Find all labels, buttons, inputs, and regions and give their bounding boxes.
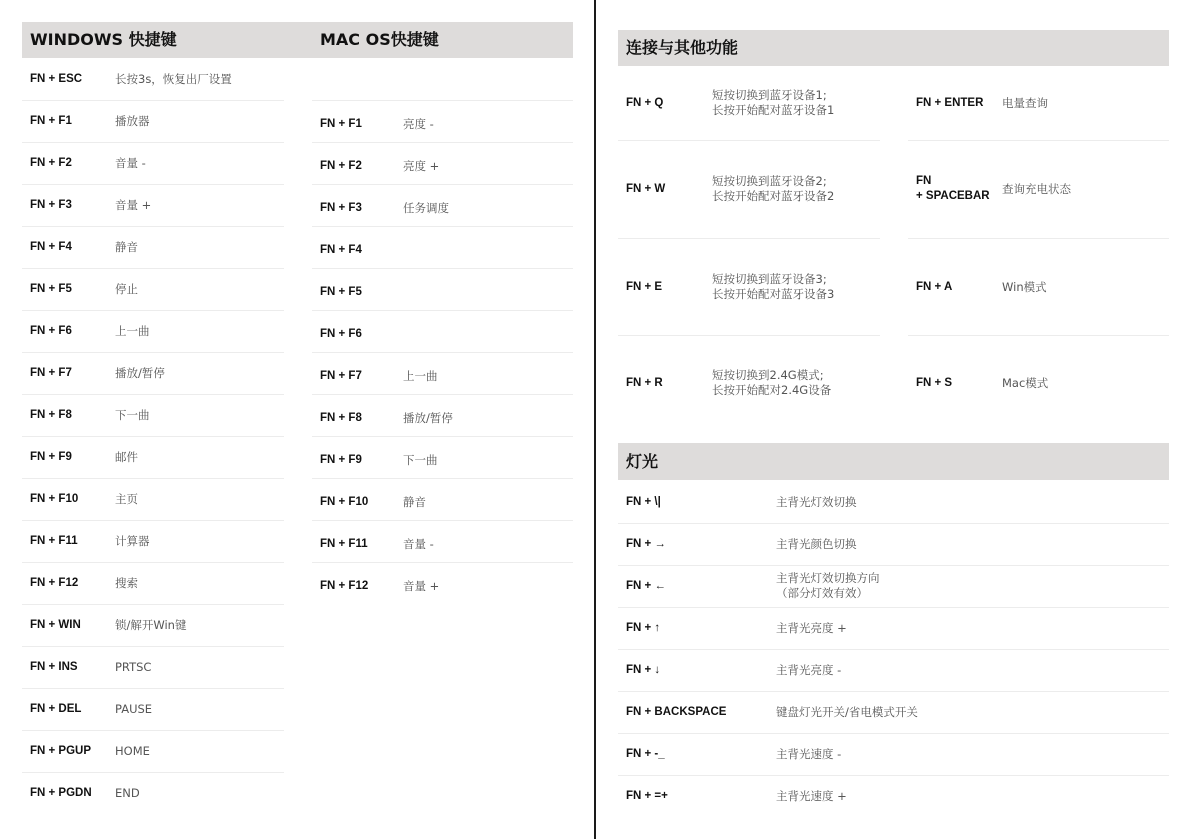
table-row (618, 239, 880, 336)
shortcut-desc: 主背光灯效切换 (776, 495, 857, 509)
table-row (22, 689, 284, 731)
table-row (312, 563, 573, 605)
shortcut-key: FN (916, 175, 932, 187)
shortcut-key: FN + F6 (30, 325, 72, 337)
shortcut-desc: 锁/解开Win键 (115, 618, 187, 632)
table-row (618, 650, 1169, 692)
shortcut-key: FN + ↑ (626, 622, 661, 634)
shortcut-desc: 亮度 - (403, 117, 434, 131)
shortcut-key: FN + F8 (30, 409, 72, 421)
shortcut-key: FN + F11 (30, 535, 78, 547)
shortcut-key: FN + F1 (30, 115, 72, 127)
shortcut-desc: 主背光亮度 - (776, 663, 842, 677)
shortcut-key: FN + E (626, 280, 663, 293)
shortcut-key: FN + ESC (30, 73, 83, 85)
shortcut-key: FN + F4 (320, 244, 362, 256)
mac-title: MAC OS快捷键 (320, 30, 439, 49)
shortcut-key: FN + F5 (320, 286, 362, 298)
table-row (908, 67, 1169, 141)
shortcut-key: FN + F6 (320, 328, 362, 340)
table-row (22, 395, 284, 437)
shortcut-key: FN + DEL (30, 703, 82, 715)
table-row (22, 227, 284, 269)
shortcut-desc: 音量 + (115, 198, 152, 212)
shortcut-key: FN + F3 (320, 202, 362, 214)
light-header (618, 443, 1169, 480)
page-divider (594, 0, 596, 839)
table-row (22, 437, 284, 479)
table-row (618, 608, 1169, 650)
table-row (22, 185, 284, 227)
shortcut-desc: （部分灯效有效） (776, 586, 868, 600)
shortcut-key: FN + F5 (30, 283, 72, 295)
table-row (22, 59, 284, 101)
shortcut-key: FN + R (626, 377, 663, 389)
shortcut-key: FN + ENTER (916, 97, 984, 109)
shortcut-desc: 长按开始配对蓝牙设备3 (712, 286, 835, 301)
windows-mac-header (22, 22, 573, 58)
shortcut-key: FN + F4 (30, 241, 72, 253)
shortcut-key: FN + -_ (626, 748, 665, 760)
shortcut-desc: 长按3s，恢复出厂设置 (115, 72, 232, 86)
shortcut-key: FN + BACKSPACE (626, 706, 727, 718)
table-row (22, 647, 284, 689)
shortcut-desc: 邮件 (115, 450, 138, 464)
table-row (22, 521, 284, 563)
shortcut-desc: 音量 + (403, 579, 440, 593)
shortcut-desc: 主背光速度 - (776, 747, 842, 761)
shortcut-key: FN + F2 (320, 160, 362, 172)
table-row (908, 336, 1169, 432)
table-row (312, 311, 573, 353)
shortcut-key: FN + \| (626, 496, 661, 508)
table-row (312, 143, 573, 185)
shortcut-key: FN + Q (626, 97, 664, 109)
table-row (312, 185, 573, 227)
shortcut-key: FN + A (916, 280, 953, 293)
shortcut-desc: 亮度 + (403, 159, 440, 173)
shortcut-desc: 音量 - (403, 537, 434, 551)
shortcut-desc: PAUSE (115, 702, 153, 716)
table-row (312, 437, 573, 479)
shortcut-desc: 主背光速度 + (776, 789, 847, 803)
table-row (312, 521, 573, 563)
shortcut-desc: 短按切换到2.4G模式; (712, 368, 824, 382)
table-row (618, 776, 1169, 818)
shortcut-desc: 主背光灯效切换方向 (776, 571, 880, 585)
table-row (22, 353, 284, 395)
shortcut-desc: 主背光亮度 + (776, 621, 847, 635)
table-row (908, 141, 1169, 239)
shortcut-desc: 键盘灯光开关/省电模式开关 (776, 705, 918, 719)
shortcut-desc: PRTSC (115, 660, 152, 674)
shortcut-key: FN + F8 (320, 412, 362, 424)
row-divider (312, 59, 573, 101)
table-row (312, 101, 573, 143)
shortcut-desc: 长按开始配对2.4G设备 (712, 383, 832, 397)
table-row (618, 734, 1169, 776)
table-row (22, 479, 284, 521)
shortcut-key: FN + F12 (30, 577, 79, 589)
connect-title: 连接与其他功能 (626, 38, 739, 57)
table-row (618, 336, 880, 432)
shortcut-key: FN + F9 (320, 454, 362, 466)
table-row (618, 482, 1169, 524)
shortcut-key: FN + → (626, 538, 666, 550)
shortcut-desc: 短按切换到蓝牙设备1; (712, 88, 827, 102)
table-row (618, 566, 1169, 608)
windows-title: WINDOWS 快捷键 (30, 30, 177, 49)
shortcut-desc: 上一曲 (403, 369, 438, 383)
shortcut-desc: 查询充电状态 (1002, 182, 1071, 196)
shortcut-desc: 下一曲 (115, 408, 150, 422)
table-row (618, 524, 1169, 566)
table-row (618, 141, 880, 239)
shortcut-desc: 停止 (115, 282, 138, 296)
shortcut-desc: 长按开始配对蓝牙设备2 (712, 189, 835, 203)
shortcut-key: FN + ↓ (626, 664, 661, 676)
table-row (22, 773, 284, 815)
shortcut-key: + SPACEBAR (916, 190, 990, 202)
table-row (312, 227, 573, 269)
shortcut-key: FN + INS (30, 661, 78, 673)
shortcut-desc: 上一曲 (115, 324, 150, 338)
table-row (618, 692, 1169, 734)
table-row (312, 269, 573, 311)
shortcut-key: FN + F12 (320, 580, 369, 592)
table-row (618, 67, 880, 141)
table-row (908, 239, 1169, 336)
shortcut-key: FN + PGDN (30, 787, 92, 799)
table-row (22, 101, 284, 143)
table-row (22, 563, 284, 605)
table-row (312, 353, 573, 395)
shortcut-desc: 短按切换到蓝牙设备2; (712, 174, 827, 188)
shortcut-desc: 短按切换到蓝牙设备3; (712, 271, 827, 286)
light-title: 灯光 (626, 452, 659, 471)
shortcut-key: FN + F2 (30, 157, 72, 169)
shortcut-key: FN + F11 (320, 538, 368, 550)
shortcut-key: FN + =+ (626, 790, 668, 802)
shortcut-key: FN + F1 (320, 118, 362, 130)
shortcut-key: FN + F9 (30, 451, 72, 463)
table-row (312, 479, 573, 521)
shortcut-desc: 计算器 (115, 534, 150, 548)
shortcut-desc: 音量 - (115, 156, 146, 170)
shortcut-key: FN + PGUP (30, 745, 92, 757)
table-row (22, 731, 284, 773)
table-row (22, 311, 284, 353)
table-row (312, 395, 573, 437)
shortcut-key: FN + WIN (30, 619, 81, 631)
shortcut-desc: Mac模式 (1002, 376, 1049, 390)
shortcut-desc: 电量查询 (1002, 96, 1048, 110)
shortcut-desc: 播放/暂停 (403, 411, 453, 425)
table-row (22, 605, 284, 647)
shortcut-key: FN + F7 (320, 370, 362, 382)
shortcut-desc: 静音 (115, 240, 138, 254)
shortcut-key: FN + F7 (30, 367, 72, 379)
shortcut-desc: 主页 (115, 492, 138, 506)
shortcut-desc: 播放器 (115, 114, 150, 128)
shortcut-desc: 搜索 (115, 576, 138, 590)
connect-header (618, 30, 1169, 66)
shortcut-desc: 任务调度 (403, 201, 449, 215)
shortcut-key: FN + ← (626, 580, 666, 592)
shortcut-desc: 下一曲 (403, 453, 438, 467)
shortcut-desc: END (115, 786, 140, 800)
shortcut-key: FN + F10 (320, 496, 369, 508)
shortcut-desc: 主背光颜色切换 (776, 537, 857, 551)
shortcut-desc: 播放/暂停 (115, 366, 165, 380)
shortcut-key: FN + F10 (30, 493, 79, 505)
shortcut-desc: Win模式 (1002, 279, 1047, 294)
table-row (22, 269, 284, 311)
shortcut-desc: 长按开始配对蓝牙设备1 (712, 103, 835, 117)
shortcut-key: FN + S (916, 377, 953, 389)
table-row (22, 143, 284, 185)
shortcut-desc: 静音 (403, 495, 426, 509)
shortcut-key: FN + F3 (30, 199, 72, 211)
shortcut-key: FN + W (626, 183, 666, 195)
shortcut-desc: HOME (115, 744, 150, 758)
